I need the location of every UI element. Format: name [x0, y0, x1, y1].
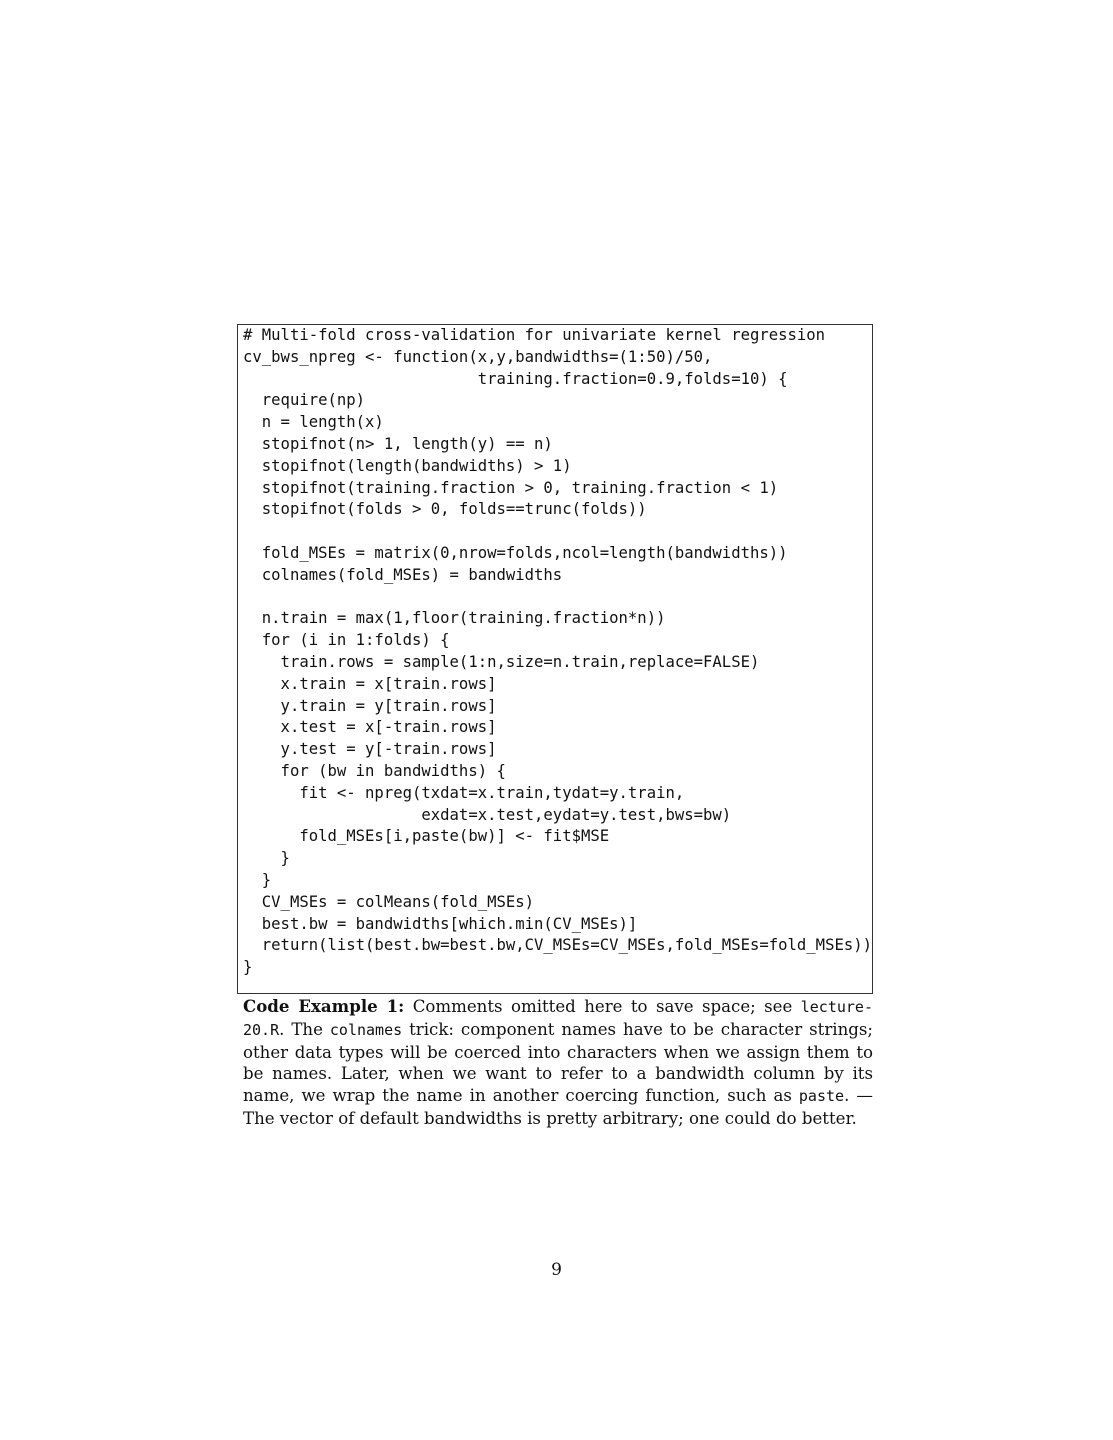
code-line: stopifnot(training.fraction > 0, training.fraction < 1)	[243, 478, 779, 497]
code-line: stopifnot(n> 1, length(y) == n)	[243, 434, 553, 453]
code-line: stopifnot(length(bandwidths) > 1)	[243, 456, 572, 475]
caption-text-2: . The	[279, 1019, 330, 1039]
code-line: train.rows = sample(1:n,size=n.train,replace=FALSE)	[243, 652, 760, 671]
code-line: }	[243, 849, 290, 868]
code-line: stopifnot(folds > 0, folds==trunc(folds))	[243, 500, 647, 519]
code-line: best.bw = bandwidths[which.min(CV_MSEs)]	[243, 914, 638, 933]
code-line: y.test = y[-train.rows]	[243, 740, 497, 759]
caption-code-colnames: colnames	[329, 1020, 403, 1039]
caption-text-4: . — The vector of default bandwidths is pretty arbitrary; one could do better.	[243, 1086, 873, 1128]
code-line: colnames(fold_MSEs) = bandwidths	[243, 565, 563, 584]
code-line: exdat=x.test,eydat=y.test,bws=bw)	[243, 805, 732, 824]
code-line: y.train = y[train.rows]	[243, 696, 497, 715]
code-line	[243, 587, 872, 609]
code-line: }	[243, 958, 253, 977]
code-line: n.train = max(1,floor(training.fraction*n))	[243, 609, 666, 628]
page-number: 9	[551, 1260, 562, 1280]
code-line: x.train = x[train.rows]	[243, 674, 497, 693]
caption-text-1: Comments omitted here to save space; see	[404, 997, 801, 1016]
caption-code-filename: lecture-20.R	[243, 998, 873, 1039]
code-listing	[243, 325, 872, 979]
code-line: fold_MSEs[i,paste(bw)] <- fit$MSE	[243, 827, 610, 846]
caption-label: Code Example 1:	[243, 996, 405, 1016]
code-line: n = length(x)	[243, 413, 384, 432]
code-line: CV_MSEs = colMeans(fold_MSEs)	[243, 892, 535, 911]
code-line: }	[243, 870, 272, 889]
code-line: cv_bws_npreg <- function(x,y,bandwidths=(1:50)/50,	[243, 347, 713, 366]
code-line: training.fraction=0.9,folds=10) {	[243, 369, 788, 388]
code-line: for (i in 1:folds) {	[243, 631, 450, 650]
caption-code-paste: paste	[798, 1087, 845, 1106]
code-line: require(np)	[243, 391, 366, 410]
code-line: for (bw in bandwidths) {	[243, 761, 506, 780]
code-line: # Multi-fold cross-validation for univariate kernel regression	[243, 326, 826, 344]
caption-text-3: trick: component names have to be character strings; other data types will be coerced into characters when we assign them to be names. Later, when we want to refer to a bandwidth column by its name, we wrap the name in another coercing function, such as	[243, 1019, 873, 1106]
code-line: fit <- npreg(txdat=x.train,tydat=y.train,	[243, 783, 685, 802]
code-line: return(list(best.bw=best.bw,CV_MSEs=CV_MSEs,fold_MSEs=fold_MSEs))	[243, 936, 873, 955]
code-line: x.test = x[-train.rows]	[243, 718, 497, 737]
code-line: fold_MSEs = matrix(0,nrow=folds,ncol=length(bandwidths))	[243, 543, 788, 562]
code-caption	[243, 996, 873, 1130]
code-line	[243, 521, 872, 543]
